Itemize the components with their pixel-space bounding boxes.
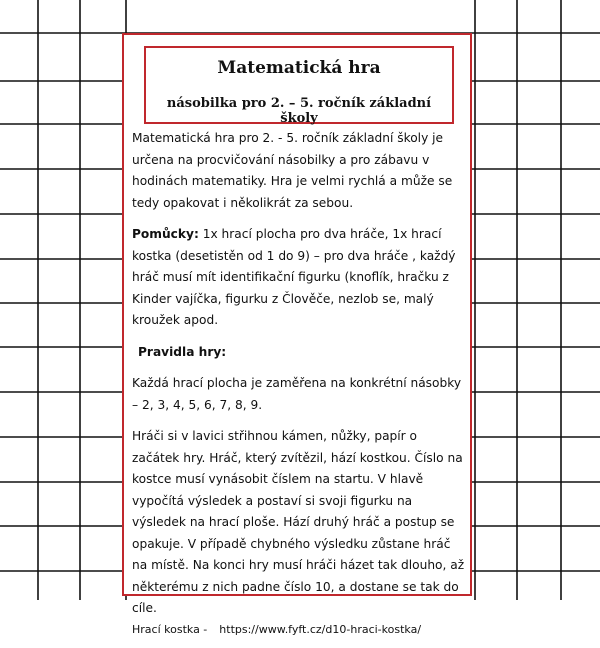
instruction-card [122, 33, 472, 636]
rules-paragraph-2: Hráči si v lavici střihnou kámen, nůžky, papír o začátek hry. Hráč, který zvítězil, hází kostkou. Číslo na kostce musí vynásobit číslem na startu. V hlavě vypočítá výsledek a postaví si svoji figurku na výsledek na hrací ploše. Hází druhý hráč a postup se opakuje. V případě chybného výsledku zůstane hráč na místě. Na konci hry musí hráči házet tak dlouho, až některému z nich padne číslo 10, a dostane se tak do cíle. [132, 429, 465, 615]
pomucky-paragraph [132, 224, 468, 332]
footer-note [132, 622, 468, 638]
pomucky-text: 1x hrací plocha pro dva hráče, 1x hrací kostka (desetistěn od 1 do 9) – pro dva hráče , každý hráč musí mít identifikační figurku (knoflík, hračku z Kinder vajíčka, figurku z Člověče, nezlob se, malý kroužek apod. [132, 227, 456, 327]
footer-link[interactable]: https://www.fyft.cz/d10-hraci-kostka/ [219, 622, 422, 636]
card-body [132, 128, 468, 648]
intro-paragraph: Matematická hra pro 2. - 5. ročník základní školy je určena na procvičování násobilky a pro zábavu v hodinách matematiky. Hra je velmi rychlá a může se tedy opakovat i několikrát za sebou. [132, 131, 453, 210]
page-title: Matematická hra [217, 58, 381, 78]
pomucky-label: Pomůcky: [132, 227, 199, 241]
rules-heading: Pravidla hry: [138, 344, 227, 359]
footer-label: Hrací kostka - [132, 622, 208, 636]
rules-paragraph-1: Každá hrací plocha je zaměřena na konkrétní násobky – 2, 3, 4, 5, 6, 7, 8, 9. [132, 376, 462, 412]
title-box [144, 46, 454, 124]
page-subtitle: násobilka pro 2. – 5. ročník základní školy [166, 96, 432, 126]
